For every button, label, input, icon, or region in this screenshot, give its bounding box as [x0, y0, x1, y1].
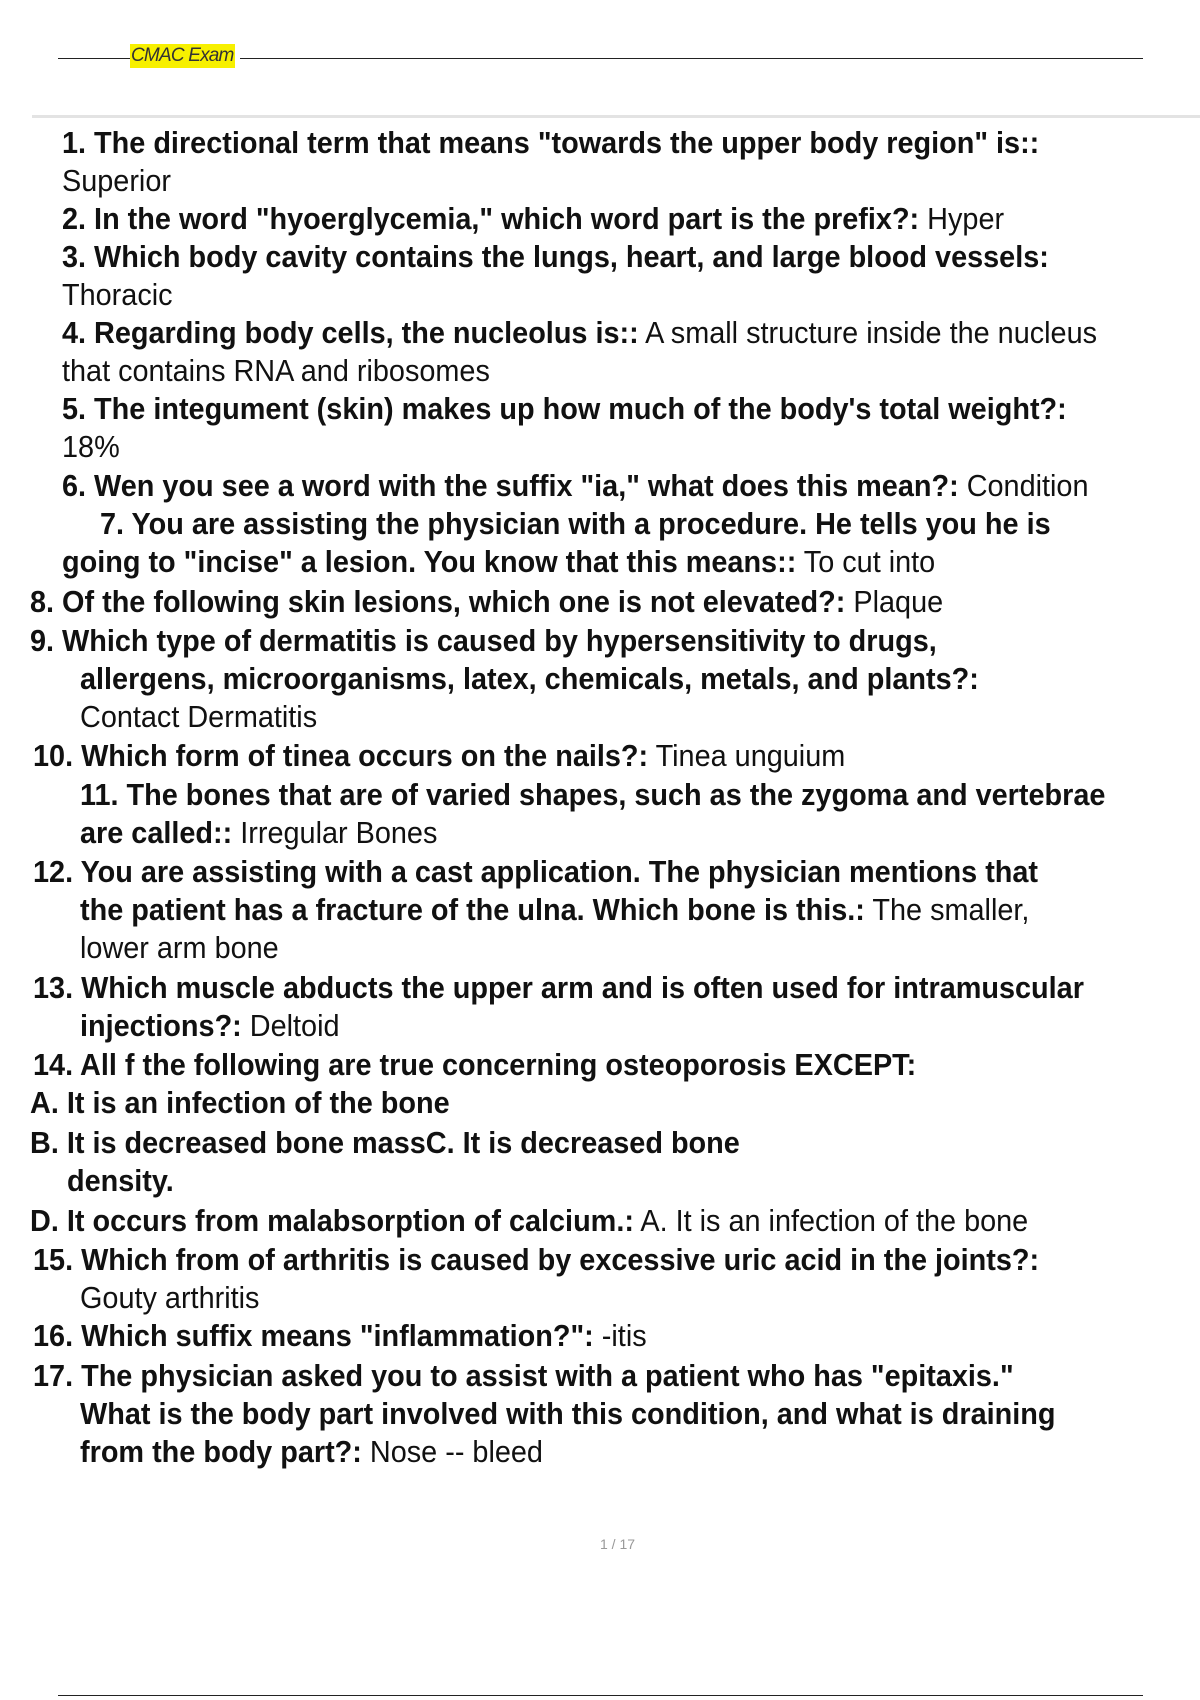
text-line — [30, 1202, 1028, 1240]
text-line — [62, 238, 1049, 276]
text-line — [62, 428, 120, 466]
question-text: 12. You are assisting with a cast application. The physician mentions that — [33, 854, 1039, 889]
text-line — [62, 390, 1067, 428]
text-line — [33, 737, 845, 775]
question-text: 7. You are assisting the physician with a procedure. He tells you he is — [100, 506, 1051, 541]
text-line — [30, 1124, 740, 1162]
text-line — [33, 969, 1084, 1007]
question-text: D. It occurs from malabsorption of calcium.: — [30, 1203, 634, 1238]
answer-text: A. It is an infection of the bone — [633, 1203, 1029, 1238]
question-text: density. — [67, 1163, 174, 1198]
question-text: 15. Which from of arthritis is caused by excessive uric acid in the joints?: — [33, 1242, 1040, 1277]
question-text: 10. Which form of tinea occurs on the nails?: — [33, 738, 649, 773]
text-line — [67, 1162, 174, 1200]
header-rule-left — [58, 58, 130, 59]
text-line — [62, 352, 490, 390]
answer-text: Tinea unguium — [648, 738, 846, 773]
answer-text: Nose -- bleed — [361, 1434, 543, 1469]
text-line — [33, 1241, 1039, 1279]
text-line — [100, 505, 1051, 543]
answer-text: Hyper — [919, 201, 1005, 236]
text-line — [33, 853, 1038, 891]
question-text: from the body part?: — [80, 1434, 362, 1469]
text-line — [33, 1317, 647, 1355]
question-text: What is the body part involved with this condition, and what is draining — [80, 1396, 1056, 1431]
question-list — [0, 124, 1200, 1524]
question-text: allergens, microorganisms, latex, chemicals, metals, and plants?: — [80, 661, 979, 696]
question-text: 16. Which suffix means "inflammation?": — [33, 1318, 594, 1353]
text-line — [33, 1357, 1014, 1395]
text-line — [33, 1046, 916, 1084]
answer-text: Superior — [62, 163, 171, 198]
question-text: the patient has a fracture of the ulna. Which bone is this.: — [80, 892, 865, 927]
answer-text: The smaller, — [864, 892, 1030, 927]
text-line — [80, 1279, 259, 1317]
text-line — [80, 1395, 1055, 1433]
text-line — [80, 698, 317, 736]
answer-text: Plaque — [845, 584, 944, 619]
answer-text: 18% — [62, 429, 120, 464]
question-text: 8. Of the following skin lesions, which one is not elevated?: — [30, 584, 846, 619]
answer-text: Gouty arthritis — [80, 1280, 260, 1315]
question-text: 9. Which type of dermatitis is caused by hypersensitivity to drugs, — [30, 623, 937, 658]
question-text: 5. The integument (skin) makes up how much of the body's total weight?: — [62, 391, 1067, 426]
page-number: 1 / 17 — [599, 1536, 636, 1552]
document-title: CMAC Exam — [131, 45, 234, 66]
text-line — [30, 622, 937, 660]
answer-text: lower arm bone — [80, 930, 279, 965]
answer-text: Irregular Bones — [232, 815, 438, 850]
question-text: 13. Which muscle abducts the upper arm and is often used for intramuscular — [33, 970, 1084, 1005]
text-line — [62, 162, 171, 200]
text-line — [62, 467, 1089, 505]
answer-text: that contains RNA and ribosomes — [62, 353, 490, 388]
answer-text: To cut into — [796, 544, 936, 579]
header-rule-right — [240, 58, 1143, 59]
text-line — [62, 124, 1039, 162]
answer-text: Condition — [958, 468, 1089, 503]
answer-text: Thoracic — [62, 277, 173, 312]
question-text: injections?: — [80, 1008, 242, 1043]
header-separator — [32, 115, 1200, 118]
question-text: going to "incise" a lesion. You know that this means:: — [62, 544, 797, 579]
footer-rule — [58, 1695, 1143, 1696]
question-text: B. It is decreased bone massC. It is decreased bone — [30, 1125, 740, 1160]
text-line — [80, 776, 1105, 814]
text-line — [62, 200, 1004, 238]
question-text: 4. Regarding body cells, the nucleolus is:: — [62, 315, 639, 350]
question-text: 2. In the word "hyoerglycemia," which word part is the prefix?: — [62, 201, 920, 236]
page-header — [58, 44, 1143, 68]
text-line — [62, 543, 935, 581]
question-text: are called:: — [80, 815, 233, 850]
answer-text: Contact Dermatitis — [80, 699, 318, 734]
text-line — [80, 1007, 340, 1045]
text-line — [62, 276, 173, 314]
question-text: 17. The physician asked you to assist with a patient who has "epitaxis." — [33, 1358, 1014, 1393]
text-line — [30, 1084, 450, 1122]
question-text: 3. Which body cavity contains the lungs, heart, and large blood vessels: — [62, 239, 1049, 274]
text-line — [80, 929, 279, 967]
text-line — [30, 583, 943, 621]
question-text: A. It is an infection of the bone — [30, 1085, 450, 1120]
text-line — [62, 314, 1097, 352]
answer-text: A small structure inside the nucleus — [638, 315, 1098, 350]
question-text: 1. The directional term that means "towards the upper body region" is:: — [62, 125, 1040, 160]
text-line — [80, 660, 979, 698]
answer-text: -itis — [593, 1318, 647, 1353]
text-line — [80, 891, 1029, 929]
question-text: 11. The bones that are of varied shapes, such as the zygoma and vertebrae — [80, 777, 1106, 812]
text-line — [80, 814, 437, 852]
text-line — [80, 1433, 543, 1471]
question-text: 14. All f the following are true concerning osteoporosis EXCEPT: — [33, 1047, 917, 1082]
answer-text: Deltoid — [241, 1008, 340, 1043]
question-text: 6. Wen you see a word with the suffix "ia," what does this mean?: — [62, 468, 959, 503]
